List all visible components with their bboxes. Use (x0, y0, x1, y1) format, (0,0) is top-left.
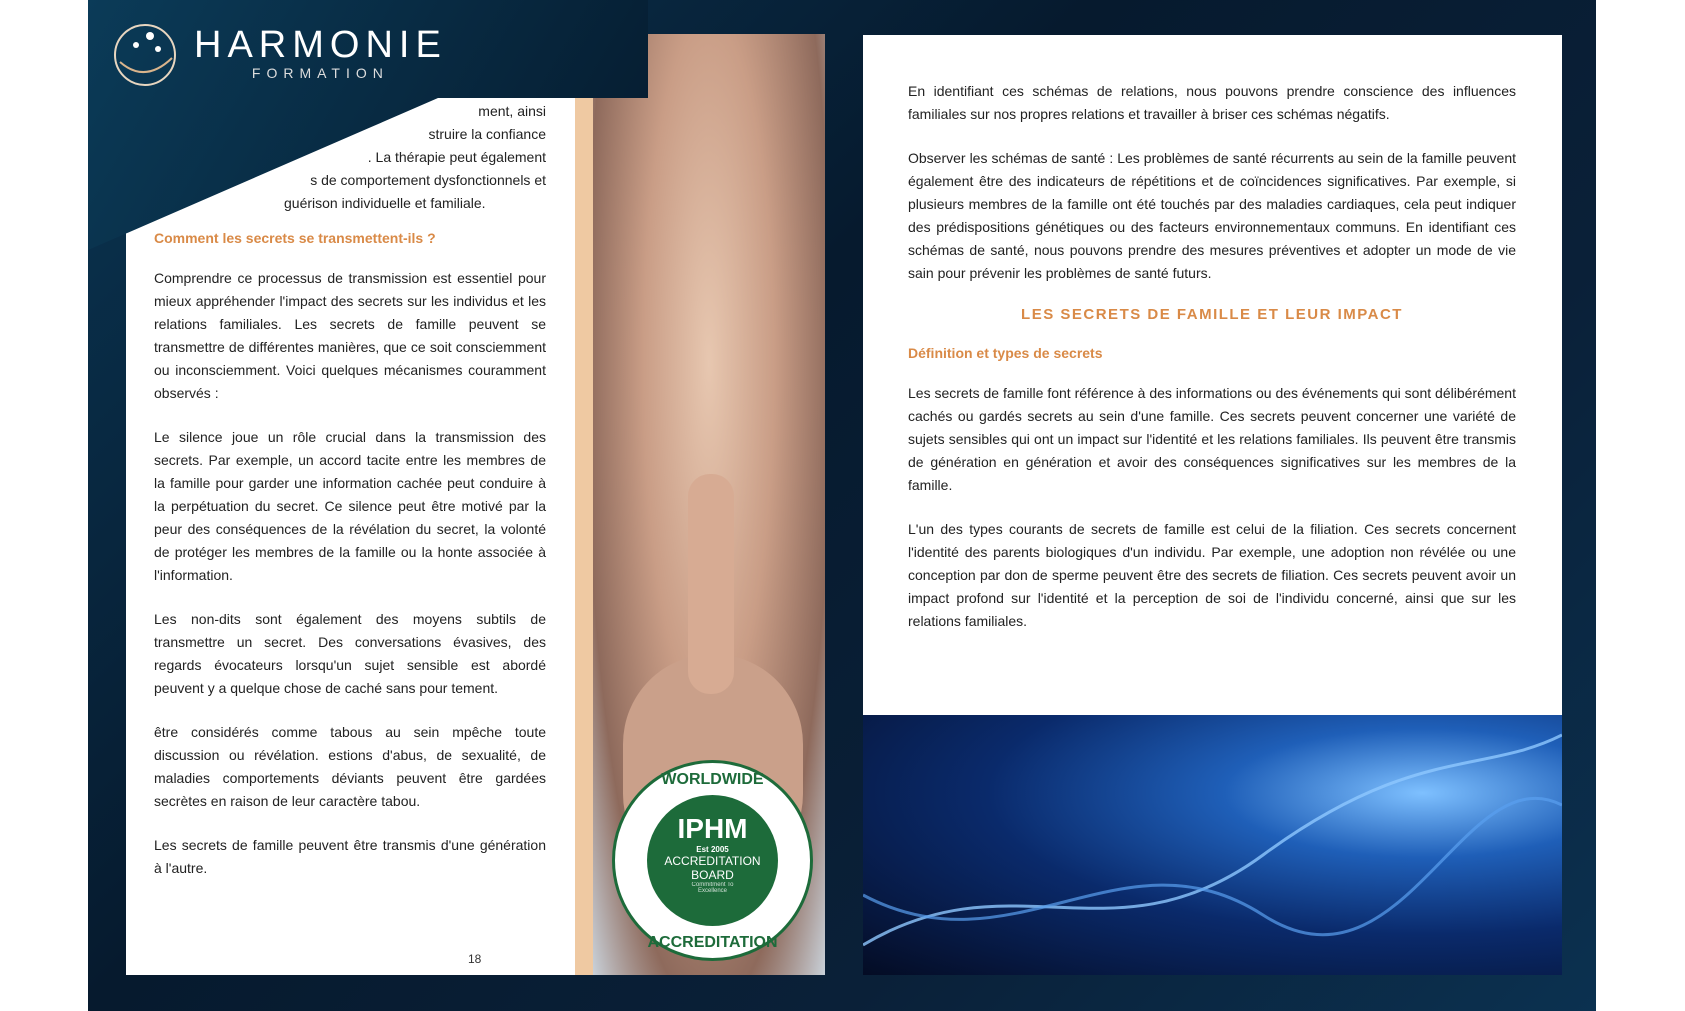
text-line: s de comportement dysfonctionnels et (310, 172, 546, 188)
paragraph: Les non-dits sont également des moyens subtils de transmettre un secret. Des conversations évasives, des regards évocateurs lorsqu'un sujet sensible est abordé peuvent y a quelque chose de caché sans pour tement. (154, 611, 546, 696)
text-line: guérison individuelle et familiale. (284, 195, 486, 211)
paragraph: Les secrets de famille font référence à des informations ou des événements qui sont délibérément cachés ou gardés secrets au sein d'une famille. Ces secrets peuvent concerner une variété de sujets sensibles qui ont un impact sur l'identité et les relations familiales. Ils peuvent être transmis de génération en génération et avoir des conséquences significatives sur les membres de la famille. (908, 385, 1516, 493)
iphm-accreditation-seal (612, 760, 813, 961)
seal-line1: ACCREDITATION (664, 854, 761, 868)
text-line: struire la confiance (428, 126, 546, 142)
paragraph: Le silence joue un rôle crucial dans la transmission des secrets. Par exemple, un accord tacite entre les membres de la famille pour garder une information cachée peut conduire à la perpétuation du secret. Ce silence peut être motivé par la peur des conséquences de la révélation du secret, la volonté de protéger les membres de la famille ou la honte associée à l'information. (154, 429, 546, 583)
paragraph: Les secrets de famille peuvent être transmis d'une génération à l'autre. (154, 837, 546, 876)
text-line: . La thérapie peut également (367, 149, 546, 165)
page-number: 18 (468, 952, 482, 966)
leaf-globe-icon (110, 18, 180, 88)
dna-helix-image (863, 715, 1562, 975)
text-line: ment, ainsi (478, 103, 546, 119)
dna-helix-graphic (863, 715, 1562, 975)
seal-tagline: Commitment To Excellence (691, 882, 734, 894)
brand-sub: FORMATION (251, 65, 389, 81)
harmonie-logo (110, 18, 447, 88)
paragraph: Observer les schémas de santé : Les problèmes de santé récurrents au sein de la famille peuvent également être des indicateurs de répétitions et de coïncidences significatives. Par exemple, si plusieurs membres de la famille ont été touchés par des maladies cardiaques, cela peut indiquer des prédispositions génétiques ou des facteurs environnementaux communs. En identifiant ces schémas de santé, nous pouvons prendre des mesures préventives et adopter un mode de vie sain pour prévenir les problèmes de santé futurs. (908, 150, 1516, 281)
brand-name: HARMONIE (194, 24, 447, 66)
right-page (863, 35, 1562, 715)
paragraph: L'un des types courants de secrets de famille est celui de la filiation. Ces secrets concernent l'identité des parents biologiques d'un individu. Par exemple, une adoption non révélée ou une conception par don de sperme peuvent être des secrets de filiation. Ces secrets peuvent avoir un impact profond sur l'identité et la perception de soi de l'individu concerné, ainsi que sur les relations familiales. (908, 521, 1516, 629)
section-heading: Comment les secrets se transmettent-ils ? (154, 230, 436, 246)
seal-est: Est 2005 (696, 845, 729, 854)
paragraph: être considérés comme tabous au sein mpêche toute discussion ou révélation. estions d'abus, de sexualité, de maladies comportements déviants peuvent être gardées secrètes en raison de leur caractère tabou. (154, 724, 546, 809)
paragraph: Comprendre ce processus de transmission est essentiel pour mieux appréhender l'impact des secrets sur les individus et les relations familiales. Les secrets de famille peuvent se transmettre de différentes manières, que ce soit consciemment ou inconsciemment. Voici quelques mécanismes couramment observés : (154, 270, 546, 401)
seal-bottom-text: ACCREDITATION (647, 934, 778, 951)
seal-line2: BOARD (691, 868, 734, 882)
accent-strip (575, 34, 593, 975)
section-title: LES SECRETS DE FAMILLE ET LEUR IMPACT (1021, 306, 1403, 323)
subheading: Définition et types de secrets (908, 345, 1103, 361)
seal-top-text: WORLDWIDE (661, 771, 764, 788)
paragraph: En identifiant ces schémas de relations, nous pouvons prendre conscience des influences familiales sur nos propres relations et travailler à briser ces schémas négatifs. (908, 83, 1516, 122)
seal-name: IPHM (677, 813, 748, 844)
